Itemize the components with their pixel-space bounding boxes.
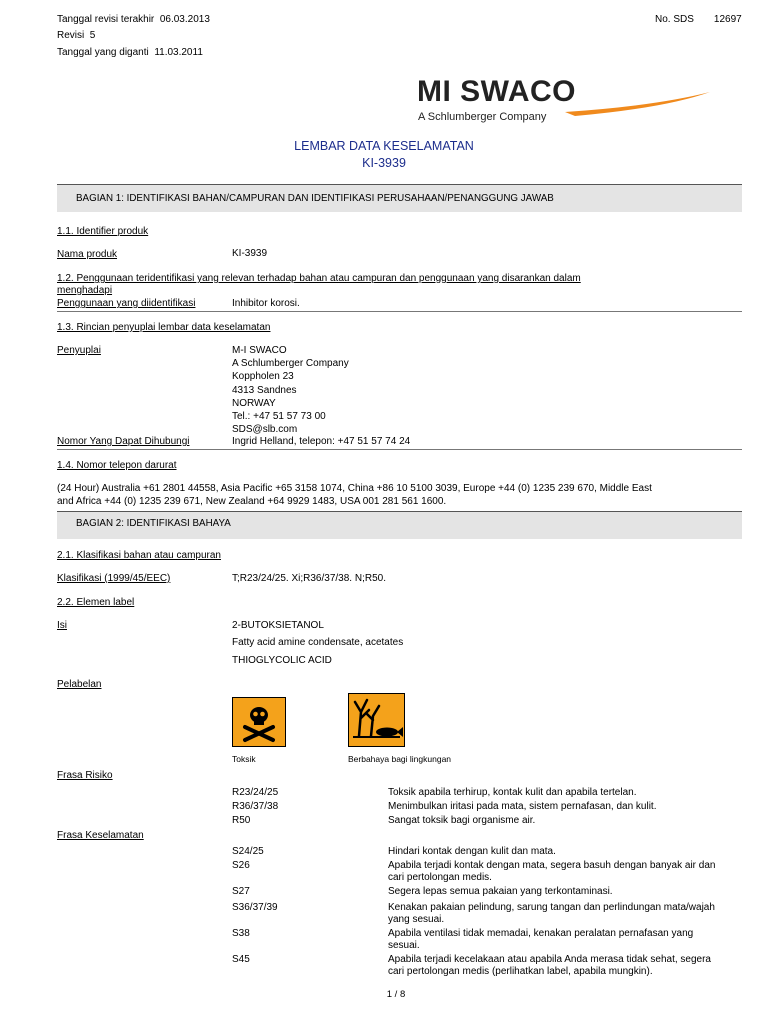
safety-text: Segera lepas semua pakaian yang terkontaminasi. (388, 886, 613, 897)
safety-text: Apabila ventilasi tidak memadai, kenakan peralatan pernafasan yang (388, 928, 694, 939)
supplier-label: Penyuplai (57, 345, 101, 356)
safety-code: S24/25 (232, 846, 264, 857)
safety-text: Hindari kontak dengan kulit dan mata. (388, 846, 556, 857)
revision-number: Revisi 5 (57, 30, 96, 41)
subsection-1-4: 1.4. Nomor telepon darurat (57, 460, 177, 471)
divider (57, 449, 742, 450)
classification-label: Klasifikasi (1999/45/EEC) (57, 573, 171, 584)
revision-date: Tanggal revisi terakhir 06.03.2013 (57, 14, 210, 25)
safety-code: S27 (232, 886, 250, 897)
classification-value: T;R23/24/25. Xi;R36/37/38. N;R50. (232, 573, 386, 584)
contains-item: 2-BUTOKSIETANOL (232, 620, 324, 631)
safety-code: S38 (232, 928, 250, 939)
product-name-value: KI-3939 (232, 248, 268, 259)
safety-phrases-label: Frasa Keselamatan (57, 830, 144, 841)
use-label: Penggunaan yang diidentifikasi (57, 298, 196, 309)
safety-text: Apabila terjadi kontak dengan mata, segera basuh dengan banyak air dan (388, 860, 716, 871)
company-logo (415, 76, 715, 128)
safety-text-cont: yang sesuai. (388, 914, 445, 925)
subsection-2-2: 2.2. Elemen label (57, 597, 135, 608)
safety-code: S26 (232, 860, 250, 871)
use-value: Inhibitor korosi. (232, 298, 300, 309)
document-title: LEMBAR DATA KESELAMATAN (294, 139, 474, 153)
labelling-label: Pelabelan (57, 679, 102, 690)
pictogram-caption: Toksik (232, 754, 256, 764)
risk-text: Menimbulkan iritasi pada mata, sistem pernafasan, dan kulit. (388, 801, 657, 812)
safety-text: Apabila terjadi kecelakaan atau apabila Anda merasa tidak sehat, segera (388, 954, 711, 965)
risk-code: R36/37/38 (232, 801, 279, 812)
subsection-1-3: 1.3. Rincian penyuplai lembar data keselamatan (57, 322, 271, 333)
page-number: 1 / 8 (386, 989, 406, 1000)
risk-code: R50 (232, 815, 251, 826)
safety-code: S45 (232, 954, 250, 965)
pictogram-caption: Berbahaya bagi lingkungan (348, 754, 452, 764)
safety-text: Kenakan pakaian pelindung, sarung tangan dan perlindungan mata/wajah (388, 902, 715, 913)
safety-text-cont: cari pertolongan medis. (388, 872, 492, 883)
risk-text: Sangat toksik bagi organisme air. (388, 815, 536, 826)
logo-wordmark: MI SWACO (417, 75, 576, 108)
safety-text-cont: cari pertolongan medis (perlihatkan label, apabila mungkin). (388, 966, 653, 977)
logo-tagline: A Schlumberger Company (418, 111, 547, 123)
replaced-date: Tanggal yang diganti 11.03.2011 (57, 47, 203, 58)
subsection-2-1: 2.1. Klasifikasi bahan atau campuran (57, 550, 221, 561)
environment-hazard-icon (348, 693, 405, 747)
safety-code: S36/37/39 (232, 902, 278, 913)
risk-code: R23/24/25 (232, 787, 279, 798)
subsection-1-1: 1.1. Identifier produk (57, 226, 149, 237)
skull-crossbones-icon (232, 697, 286, 747)
risk-phrases-label: Frasa Risiko (57, 770, 113, 781)
contact-value: Ingrid Helland, telepon: +47 51 57 74 24 (232, 436, 411, 447)
emergency-phone-line-2: and Africa +44 (0) 1235 239 671, New Zealand +64 9929 1483, USA 001 281 561 1600. (57, 496, 447, 507)
risk-text: Toksik apabila terhirup, kontak kulit dan apabila tertelan. (388, 787, 637, 798)
contains-item: THIOGLYCOLIC ACID (232, 655, 332, 666)
section-2-header: BAGIAN 2: IDENTIFIKASI BAHAYA (57, 511, 742, 539)
contains-label: Isi (57, 620, 67, 631)
supplier-address: M-I SWACO A Schlumberger Company Koppholen 23 4313 Sandnes NORWAY Tel.: +47 51 57 73 00 SDS@slb.com (232, 345, 349, 436)
sds-number: No. SDS 12697 (655, 14, 742, 25)
subsection-1-2: 1.2. Penggunaan teridentifikasi yang relevan terhadap bahan atau campuran dan penggunaan yang disarankan dalam (57, 273, 581, 284)
contact-label: Nomor Yang Dapat Dihubungi (57, 436, 190, 447)
emergency-phone-line-1: (24 Hour) Australia +61 2801 44558, Asia Pacific +65 3158 1074, China +86 10 5100 3039, Europe +44 (0) 1235 239 670, Middle East (57, 483, 652, 494)
contains-item: Fatty acid amine condensate, acetates (232, 637, 404, 648)
section-1-header: BAGIAN 1: IDENTIFIKASI BAHAN/CAMPURAN DAN IDENTIFIKASI PERUSAHAAN/PENANGGUNG JAWAB (57, 184, 742, 212)
subsection-1-2-cont: menghadapi (57, 285, 113, 296)
product-name-label: Nama produk (57, 249, 118, 260)
divider (57, 311, 742, 312)
product-code-title: KI-3939 (362, 156, 406, 170)
safety-text-cont: sesuai. (388, 940, 420, 951)
